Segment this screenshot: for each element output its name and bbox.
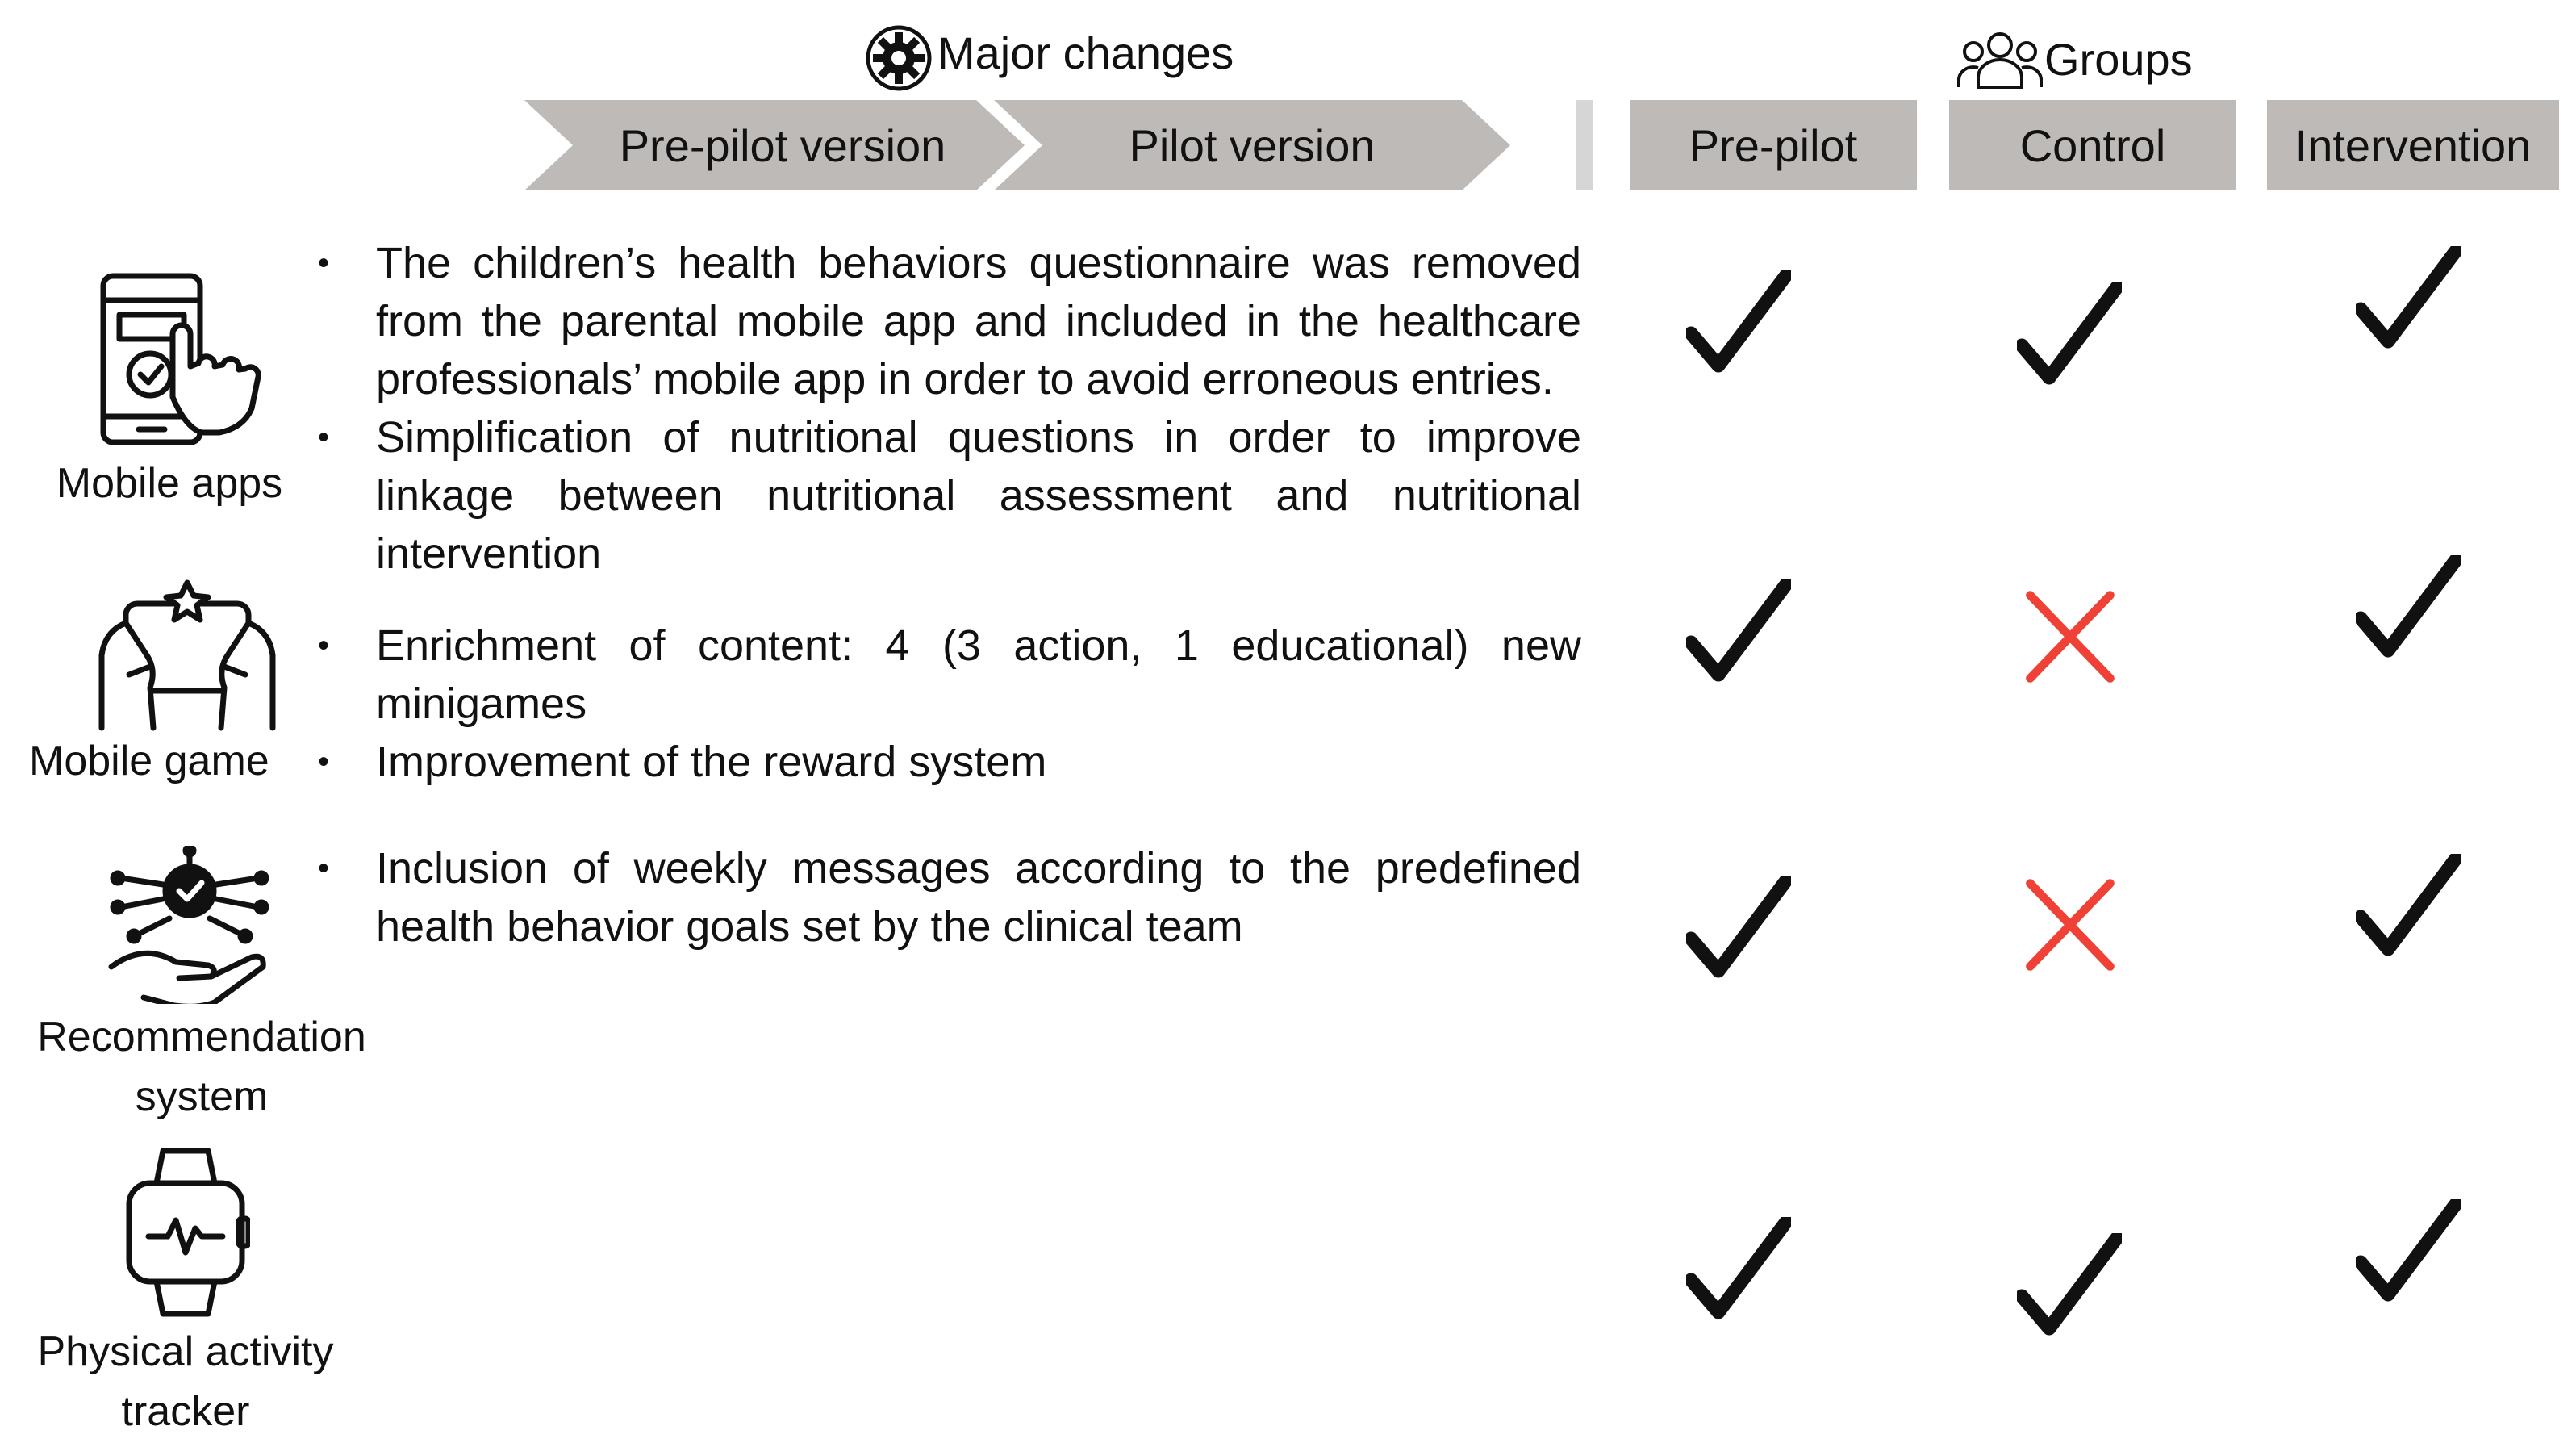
game-controller-icon	[97, 578, 278, 731]
bullet-item: • Inclusion of weekly messages according to the predefined health behavior goals set by the clinical team	[318, 844, 1581, 951]
check-mark-icon	[1686, 1217, 1791, 1322]
row-changes-mobile-game	[290, 617, 1581, 791]
row-label-line: system	[135, 1073, 269, 1120]
check-mark-icon	[1686, 876, 1791, 981]
check-mark-icon	[2017, 282, 2122, 387]
row-label-line: Recommendation	[37, 1014, 366, 1060]
bullet-item: • Simplification of nutritional questions in order to improve linkage between nutritional assessment and nutritional intervention	[318, 413, 1581, 578]
check-mark-icon	[1686, 270, 1791, 375]
group-header-pre-pilot: Pre-pilot	[1630, 100, 1917, 190]
group-header-control: Control	[1949, 100, 2236, 190]
row-changes-recommendation-system	[290, 839, 1581, 956]
groups-title: Groups	[2044, 34, 2193, 85]
bullet-text: Simplification of nutritional questions in order to improve linkage between nutritional assessment and nutritional intervention	[376, 413, 1581, 578]
gear-icon	[865, 24, 933, 92]
group-header-intervention: Intervention	[2267, 100, 2559, 190]
check-mark-icon	[1686, 579, 1791, 684]
recommendation-hand-icon	[105, 846, 274, 1004]
check-mark-icon	[2356, 555, 2461, 660]
bullet-text: Improvement of the reward system	[376, 738, 1047, 786]
check-mark-icon	[2017, 1233, 2122, 1338]
row-label-line: Mobile game	[29, 738, 269, 784]
bullet-item: • The children’s health behaviors questionnaire was removed from the parental mobile app and included in the healthcare professionals’ mobile app in order to avoid erroneous entries.	[318, 239, 1581, 404]
bullet-text: Enrichment of content: 4 (3 action, 1 educational) new minigames	[376, 621, 1581, 728]
row-label-mobile-apps	[24, 454, 315, 513]
row-label-physical-activity-tracker	[24, 1322, 347, 1441]
people-group-icon	[1956, 27, 2044, 89]
smartwatch-icon	[121, 1146, 250, 1319]
major-changes-title: Major changes	[937, 27, 1234, 78]
bullet-item: • Enrichment of content: 4 (3 action, 1 educational) new minigames	[318, 621, 1581, 728]
row-label-line: Physical activity	[37, 1328, 334, 1375]
bullet-text: Inclusion of weekly messages according to the predefined health behavior goals set by the clinical team	[376, 844, 1581, 951]
cross-mark-icon	[2017, 876, 2122, 976]
stage-label: Pre-pilot version	[619, 119, 946, 171]
stage-label: Pilot version	[1129, 119, 1376, 171]
check-mark-icon	[2356, 246, 2461, 351]
bullet-text: The children’s health behaviors questionnaire was removed from the parental mobile app and included in the healthcare professionals’ mobile app in order to avoid erroneous entries.	[376, 239, 1581, 404]
bullet-item: • Improvement of the reward system	[318, 738, 1047, 786]
smartphone-touch-icon	[89, 271, 282, 449]
row-changes-mobile-apps	[290, 234, 1581, 583]
check-mark-icon	[2356, 854, 2461, 959]
header-separator	[1576, 100, 1593, 190]
stage-chevron-pilot	[994, 100, 1510, 190]
row-label-line: Mobile apps	[56, 460, 283, 507]
row-label-recommendation-system	[24, 1007, 379, 1127]
row-label-line: tracker	[121, 1388, 250, 1435]
cross-mark-icon	[2017, 588, 2122, 688]
check-mark-icon	[2356, 1199, 2461, 1304]
stage-chevron-pre-pilot	[524, 100, 1025, 190]
